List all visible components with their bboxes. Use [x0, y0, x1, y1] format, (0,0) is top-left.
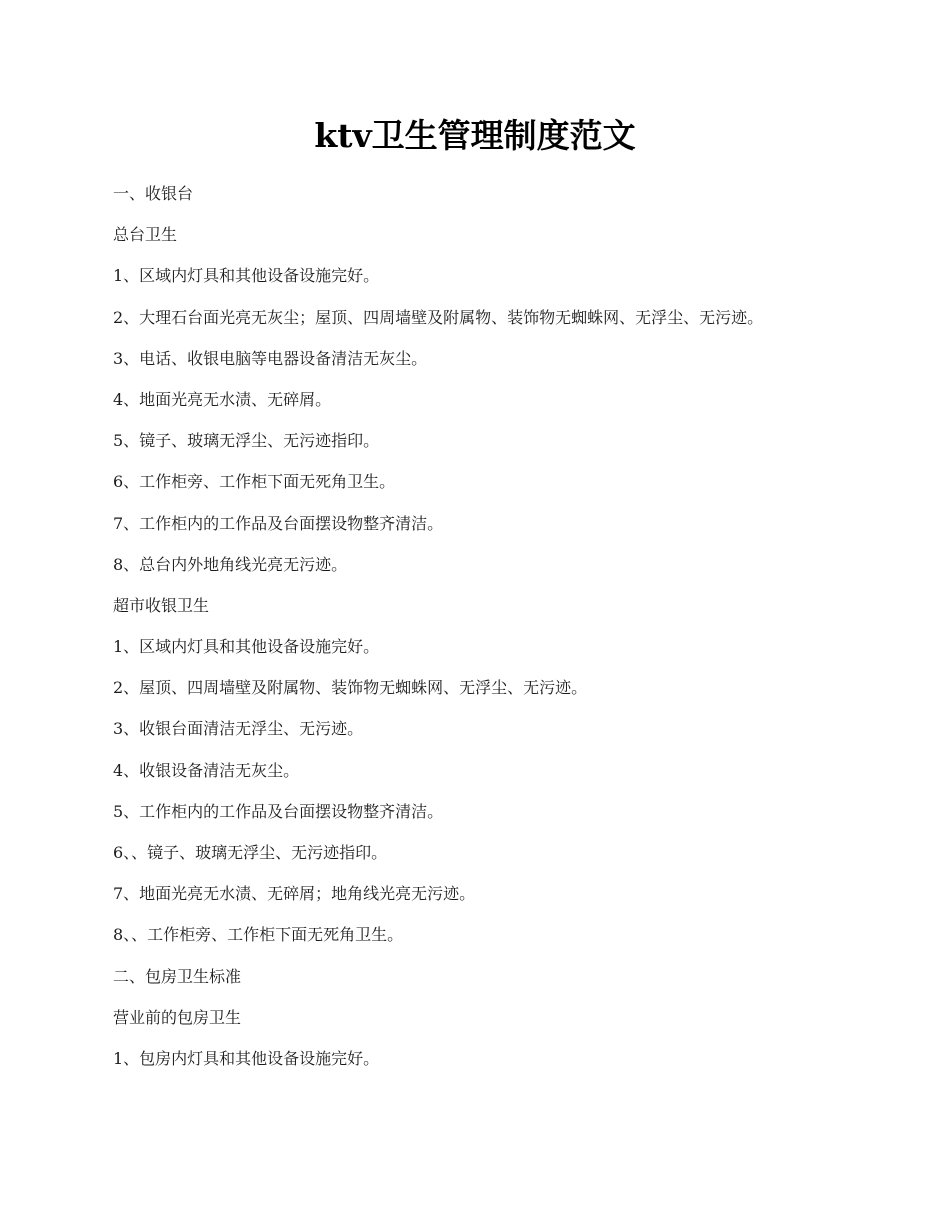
list-item: 6、工作柜旁、工作柜下面无死角卫生。 [113, 472, 396, 492]
subsection-heading-front-desk: 总台卫生 [113, 225, 178, 245]
list-item: 6、、镜子、玻璃无浮尘、无污迹指印。 [113, 843, 388, 862]
document-title: ktv卫生管理制度范文 [314, 116, 636, 155]
list-item: 5、镜子、玻璃无浮尘、无污迹指印。 [113, 431, 380, 451]
section-heading-cashier: 一、收银台 [113, 184, 194, 203]
list-item: 8、总台内外地角线光亮无污迹。 [113, 554, 348, 574]
list-item: 1、区域内灯具和其他设备设施完好。 [113, 637, 380, 657]
subsection-heading-pre-business: 营业前的包房卫生 [113, 1007, 242, 1027]
list-item: 2、屋顶、四周墙壁及附属物、装饰物无蜘蛛网、无浮尘、无污迹。 [113, 678, 588, 698]
list-item: 8、、工作柜旁、工作柜下面无死角卫生。 [113, 925, 404, 945]
list-item: 1、区域内灯具和其他设备设施完好。 [113, 266, 380, 286]
subsection-heading-supermarket: 超市收银卫生 [113, 595, 210, 615]
list-item: 2、大理石台面光亮无灰尘；屋顶、四周墙壁及附属物、装饰物无蜘蛛网、无浮尘、无污迹。 [113, 307, 764, 327]
list-item: 7、工作柜内的工作品及台面摆设物整齐清洁。 [113, 513, 444, 533]
document-body [113, 183, 838, 1089]
list-item: 4、地面光亮无水渍、无碎屑。 [113, 389, 332, 409]
list-item: 5、工作柜内的工作品及台面摆设物整齐清洁。 [113, 801, 444, 821]
list-item: 3、收银台面清洁无浮尘、无污迹。 [113, 719, 364, 739]
section-heading-private-room: 二、包房卫生标准 [113, 966, 242, 986]
list-item: 3、电话、收银电脑等电器设备清洁无灰尘。 [113, 348, 428, 368]
list-item: 7、地面光亮无水渍、无碎屑；地角线光亮无污迹。 [113, 884, 476, 904]
list-item: 1、包房内灯具和其他设备设施完好。 [113, 1048, 380, 1068]
list-item: 4、收银设备清洁无灰尘。 [113, 760, 300, 780]
